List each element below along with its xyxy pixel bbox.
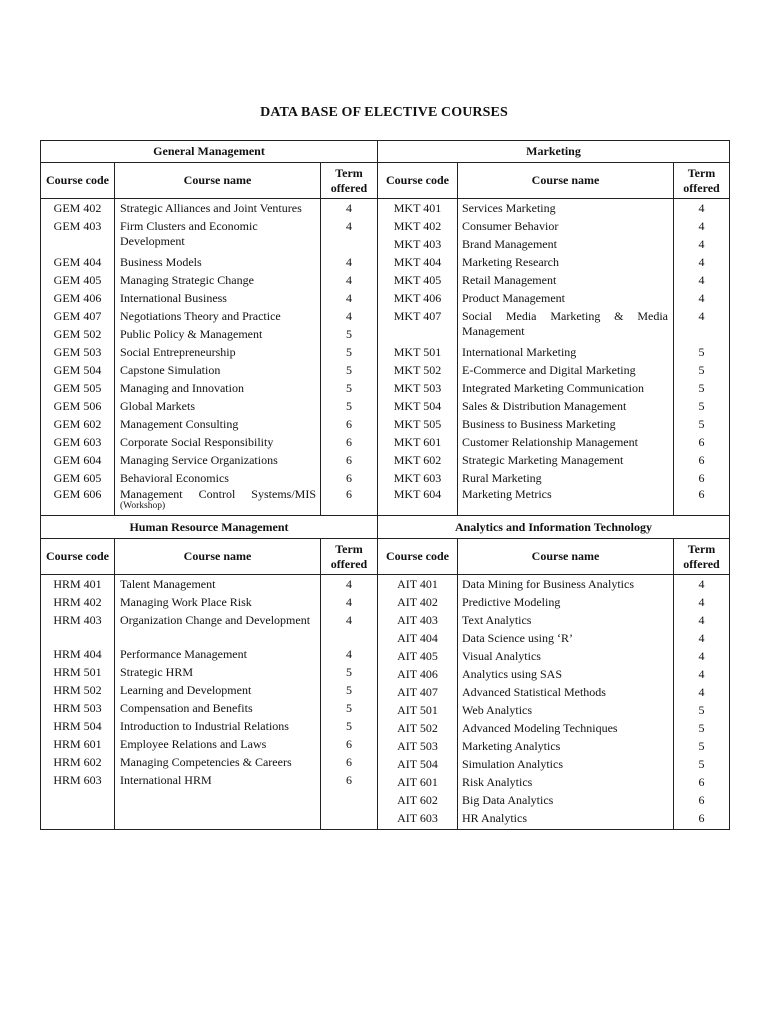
term-offered: 4 [346,273,352,287]
term-offered: 5 [346,381,352,395]
term-offered: 5 [698,345,705,359]
course-name: Business to Business Marketing [462,417,616,431]
course-name: International HRM [120,773,212,787]
course-code: HRM 504 [53,719,102,733]
term-offered: 5 [346,363,352,377]
course-name: Global Markets [120,399,195,413]
course-name: Managing Strategic Change [120,273,254,287]
course-code: AIT 402 [397,595,438,609]
term-offered: 6 [698,811,705,825]
course-name: Negotiations Theory and Practice [120,309,281,323]
course-code: AIT 407 [397,685,438,699]
course-code: AIT 504 [397,757,438,771]
term-offered: 5 [346,719,352,733]
course-code: AIT 401 [397,577,438,591]
term-offered: 5 [346,701,352,715]
course-name: Capstone Simulation [120,363,221,377]
course-name: International Business [120,291,227,305]
course-name: Managing Competencies & Careers [120,755,292,769]
course-name: Web Analytics [462,703,533,717]
term-offered: 6 [698,471,705,485]
term-offered: 4 [698,309,705,323]
course-name: Strategic HRM [120,665,193,679]
course-name: Text Analytics [462,613,532,627]
course-code: HRM 502 [53,683,102,697]
course-name [462,309,668,339]
course-code: AIT 503 [397,739,438,753]
term-offered: 6 [698,775,705,789]
course-name: Integrated Marketing Communication [462,381,644,395]
divider [41,574,729,575]
column-header-course-name: Course name [531,173,600,187]
term-offered: 4 [698,577,705,591]
term-offered: 4 [698,291,705,305]
term-offered: 4 [698,273,705,287]
course-name: Managing and Innovation [120,381,244,395]
course-note: (Workshop) [120,501,166,511]
term-offered: 4 [346,291,352,305]
divider [457,538,458,829]
course-code: MKT 503 [393,381,442,395]
course-code: MKT 505 [393,417,442,431]
column-header-course-code: Course code [46,173,109,187]
course-name: Simulation Analytics [462,757,563,771]
course-name: Customer Relationship Management [462,435,638,449]
column-header-term-offered: Term offered [683,541,720,571]
term-offered: 4 [698,685,705,699]
course-code: AIT 403 [397,613,438,627]
term-offered: 6 [346,435,352,449]
course-code: GEM 407 [53,309,102,323]
column-header-term-offered: Term offered [683,165,720,195]
course-name: Introduction to Industrial Relations [120,719,289,733]
course-code: AIT 602 [397,793,438,807]
column-header-course-code: Course code [46,549,109,563]
course-code: GEM 503 [53,345,102,359]
course-name: Brand Management [462,237,557,251]
column-header-term-offered: Term offered [330,541,368,571]
course-name: Retail Management [462,273,557,287]
course-code: HRM 603 [53,773,102,787]
course-name: Strategic Alliances and Joint Ventures [120,201,302,215]
course-code: AIT 601 [397,775,438,789]
course-code: MKT 407 [393,309,442,323]
course-code: MKT 601 [393,435,442,449]
term-offered: 6 [346,755,352,769]
course-code: MKT 404 [393,255,442,269]
course-name: Predictive Modeling [462,595,561,609]
course-code: AIT 502 [397,721,438,735]
term-offered: 4 [698,667,705,681]
term-offered: 5 [346,683,352,697]
divider [41,198,729,199]
term-offered: 5 [698,757,705,771]
term-offered: 4 [698,649,705,663]
course-code: AIT 501 [397,703,438,717]
course-code: GEM 404 [53,255,102,269]
term-offered: 4 [346,613,352,627]
term-offered: 5 [346,345,352,359]
term-offered: 5 [698,417,705,431]
course-name: E-Commerce and Digital Marketing [462,363,636,377]
course-name [120,487,316,502]
course-name: Management Consulting [120,417,239,431]
term-offered: 4 [346,201,352,215]
elective-courses-table [40,140,730,830]
term-offered: 4 [698,595,705,609]
course-code: HRM 602 [53,755,102,769]
course-code: GEM 606 [53,487,102,501]
course-code: MKT 604 [393,487,442,501]
column-header-term-offered: Term offered [330,165,368,195]
course-code: MKT 502 [393,363,442,377]
course-code: MKT 504 [393,399,442,413]
course-code: GEM 403 [53,219,102,233]
course-name: Social Entrepreneurship [120,345,236,359]
term-offered: 5 [698,381,705,395]
course-code: GEM 502 [53,327,102,341]
term-offered: 6 [698,435,705,449]
term-offered: 4 [698,201,705,215]
course-code: GEM 405 [53,273,102,287]
section-title-analytics-it: Analytics and Information Technology [454,520,653,534]
section-title-human-resource-management: Human Resource Management [129,520,289,534]
course-code: MKT 401 [393,201,442,215]
term-offered: 5 [698,363,705,377]
course-name: Public Policy & Management [120,327,263,341]
term-offered: 4 [346,595,352,609]
course-name: Learning and Development [120,683,252,697]
course-code: HRM 404 [53,647,102,661]
course-code: GEM 604 [53,453,102,467]
term-offered: 4 [346,219,352,233]
course-code: MKT 501 [393,345,442,359]
course-name: Firm Clusters and Economic Development [120,219,258,248]
course-name: Data Science using ‘R’ [462,631,573,645]
course-code: GEM 605 [53,471,102,485]
course-code: MKT 603 [393,471,442,485]
course-name: Talent Management [120,577,216,591]
term-offered: 6 [346,737,352,751]
column-header-course-name: Course name [531,549,600,563]
section-title-general-management: General Management [153,144,265,158]
course-name: Data Mining for Business Analytics [462,577,634,591]
course-name-text: Management Control Systems/MIS [120,487,316,501]
term-offered: 4 [698,255,705,269]
term-offered: 6 [698,453,705,467]
course-code: GEM 406 [53,291,102,305]
course-code: AIT 406 [397,667,438,681]
course-code: MKT 405 [393,273,442,287]
course-name: Behavioral Economics [120,471,229,485]
course-name: Organization Change and Development [120,613,311,627]
term-offered: 5 [698,739,705,753]
course-code: GEM 505 [53,381,102,395]
course-code: GEM 506 [53,399,102,413]
page-title: DATA BASE OF ELECTIVE COURSES [260,105,508,120]
column-header-course-code: Course code [386,173,449,187]
term-offered: 6 [346,773,352,787]
term-offered: 5 [698,703,705,717]
course-code: HRM 402 [53,595,102,609]
term-offered: 4 [698,237,705,251]
course-name: Visual Analytics [462,649,541,663]
course-name: Marketing Research [462,255,559,269]
term-offered: 5 [698,399,705,413]
course-name: Marketing Analytics [462,739,561,753]
course-code: MKT 406 [393,291,442,305]
course-code: GEM 402 [53,201,102,215]
course-name: Strategic Marketing Management [462,453,624,467]
divider [114,162,115,515]
course-code: HRM 401 [53,577,102,591]
course-name-text: Social Media Marketing & Media Management [462,309,668,338]
term-offered: 4 [698,219,705,233]
course-name: Business Models [120,255,202,269]
course-name: International Marketing [462,345,577,359]
course-code: AIT 404 [397,631,438,645]
divider [457,162,458,515]
course-name: Compensation and Benefits [120,701,253,715]
term-offered: 5 [346,399,352,413]
term-offered: 4 [346,647,352,661]
course-name: Advanced Modeling Techniques [462,721,618,735]
term-offered: 6 [346,453,352,467]
term-offered: 5 [698,721,705,735]
course-code: HRM 601 [53,737,102,751]
course-name: Employee Relations and Laws [120,737,267,751]
course-name: Corporate Social Responsibility [120,435,274,449]
course-name: Advanced Statistical Methods [462,685,606,699]
term-offered: 6 [698,793,705,807]
course-name: Analytics using SAS [462,667,563,681]
course-code: HRM 403 [53,613,102,627]
term-offered: 6 [346,417,352,431]
course-name: Consumer Behavior [462,219,559,233]
course-name: Managing Service Organizations [120,453,278,467]
term-offered: 6 [698,487,705,501]
column-header-course-name: Course name [183,173,252,187]
term-offered: 5 [346,665,352,679]
course-code: GEM 602 [53,417,102,431]
term-offered: 6 [346,487,352,501]
course-name: HR Analytics [462,811,527,825]
course-code: AIT 405 [397,649,438,663]
term-offered: 6 [346,471,352,485]
course-name: Sales & Distribution Management [462,399,627,413]
course-code: HRM 501 [53,665,102,679]
course-name: Marketing Metrics [462,487,552,501]
course-code: MKT 602 [393,453,442,467]
course-name: Big Data Analytics [462,793,554,807]
term-offered: 4 [346,577,352,591]
course-name: Risk Analytics [462,775,533,789]
divider [41,515,729,516]
course-code: GEM 603 [53,435,102,449]
term-offered: 4 [698,613,705,627]
term-offered: 4 [346,309,352,323]
divider [114,538,115,829]
course-name: Performance Management [120,647,247,661]
term-offered: 4 [698,631,705,645]
column-header-course-code: Course code [386,549,449,563]
course-name: Managing Work Place Risk [120,595,252,609]
course-code: MKT 403 [393,237,442,251]
column-header-course-name: Course name [183,549,252,563]
course-name: Product Management [462,291,565,305]
course-code: HRM 503 [53,701,102,715]
course-code: GEM 504 [53,363,102,377]
section-title-marketing: Marketing [526,144,581,158]
course-name: Rural Marketing [462,471,542,485]
course-code: AIT 603 [397,811,438,825]
term-offered: 4 [346,255,352,269]
term-offered: 5 [346,327,352,341]
course-code: MKT 402 [393,219,442,233]
course-name: Services Marketing [462,201,556,215]
